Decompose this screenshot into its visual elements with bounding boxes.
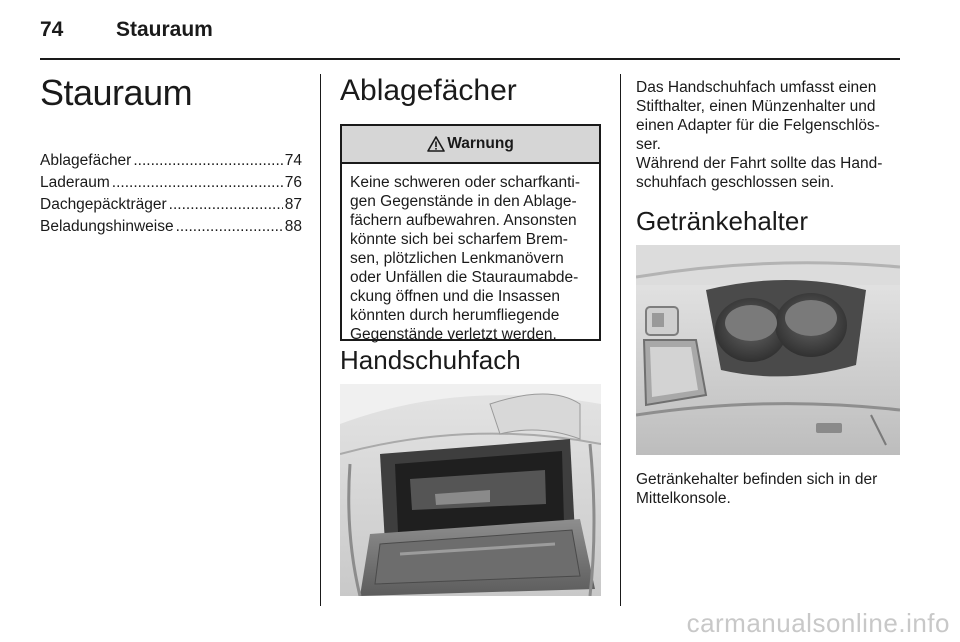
warning-triangle-icon xyxy=(427,136,445,152)
warning-text: Keine schweren oder scharfkanti-gen Gegenstände in den Ablage-fächern aufbewahren. Ansonsten könnte sich bei scharfem Brem-sen, plötzlichen Lenkmanövern oder Unfällen die Stauraumabde-ckung öffnen und die Insassen könnten durch herumfliegende Gegenstände verletzt werden. xyxy=(350,174,581,343)
toc-page: 74 xyxy=(284,152,302,169)
toc-leader xyxy=(169,194,283,216)
chapter-title: Stauraum xyxy=(40,72,193,113)
toc-label: Laderaum xyxy=(40,174,110,191)
toc-label: Beladungshinweise xyxy=(40,218,174,235)
toc-page: 76 xyxy=(284,174,302,191)
toc-page: 88 xyxy=(284,218,302,235)
cupholder-illustration xyxy=(636,245,900,455)
toc-leader xyxy=(112,172,283,194)
toc-entry-laderaum[interactable] xyxy=(40,172,302,194)
section-title-ablagefaecher: Ablagefächer xyxy=(340,74,517,107)
toc-label: Dachgepäckträger xyxy=(40,196,167,213)
page-number: 74 xyxy=(40,18,64,41)
warning-box xyxy=(340,124,601,341)
running-header: Stauraum xyxy=(116,18,213,41)
cupholder-location-text: Getränkehalter befinden sich in der Mittelkonsole. xyxy=(636,471,878,507)
toc-entry-dachgepaecktraeger[interactable] xyxy=(40,194,302,216)
toc-entry-beladungshinweise[interactable] xyxy=(40,216,302,238)
header-rule xyxy=(40,58,900,60)
toc-label: Ablagefächer xyxy=(40,152,132,169)
section-title-getraenkehalter: Getränkehalter xyxy=(636,206,808,236)
watermark: carmanualsonline.info xyxy=(686,608,950,638)
section-title-handschuhfach: Handschuhfach xyxy=(340,345,521,375)
toc-leader xyxy=(176,216,283,238)
glovebox-illustration xyxy=(340,384,601,596)
column-divider-right xyxy=(620,74,621,606)
warning-header xyxy=(342,126,599,164)
glovebox-contents-text: Das Handschuhfach umfasst einen Stifthalter, einen Münzenhalter und einen Adapter für die Felgenschlös-ser. xyxy=(636,79,880,153)
toc-leader xyxy=(133,150,282,172)
toc-page: 87 xyxy=(284,196,302,213)
column-divider-left xyxy=(320,74,321,606)
toc-entry-ablagefaecher[interactable] xyxy=(40,150,302,172)
glovebox-closed-text: Während der Fahrt sollte das Hand-schuhfach geschlossen sein. xyxy=(636,155,883,191)
warning-title: Warnung xyxy=(447,135,514,152)
table-of-contents xyxy=(40,150,302,238)
